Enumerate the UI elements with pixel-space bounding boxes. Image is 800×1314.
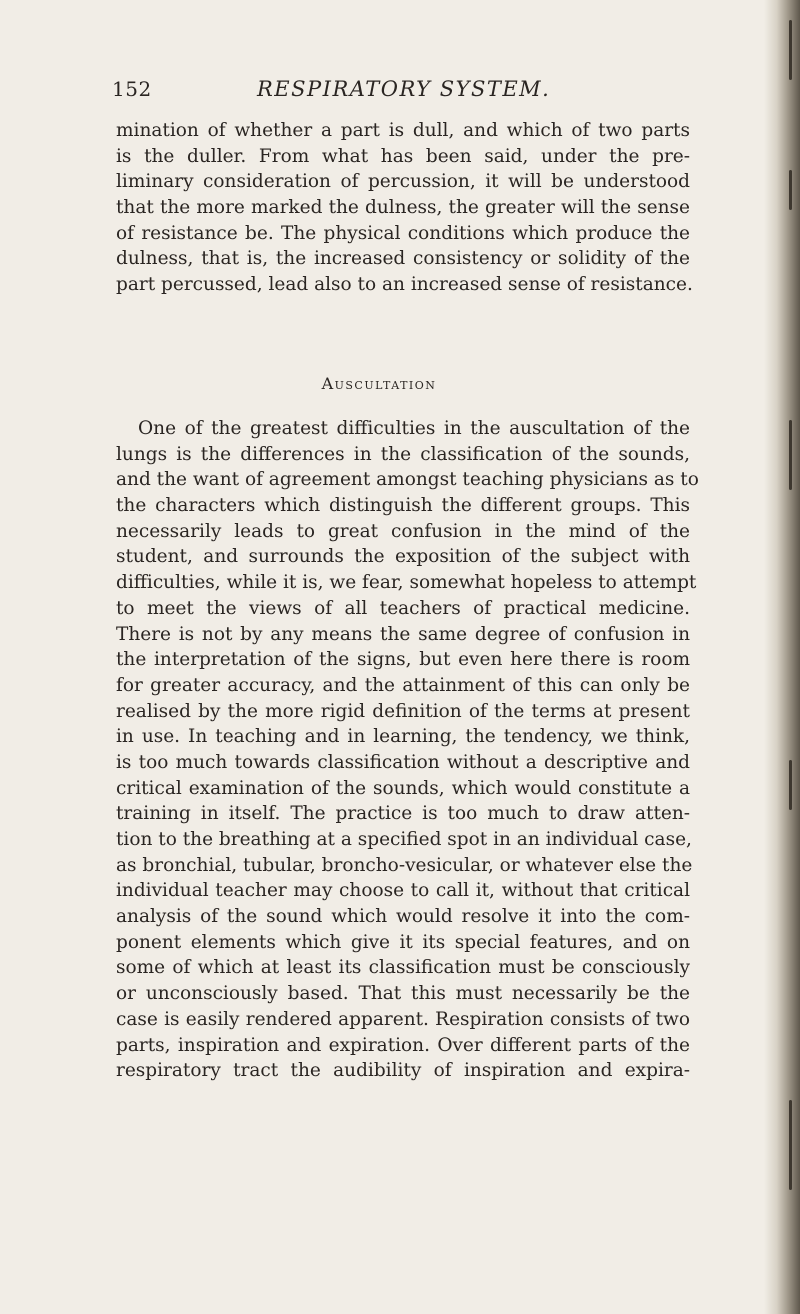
text-line: to meet the views of all teachers of practical medicine.: [116, 597, 690, 619]
scanned-page-edge: [764, 0, 800, 1314]
section-heading-text: Auscultation: [321, 374, 437, 393]
text-line: dulness, that is, the increased consistency or solidity of the: [116, 248, 690, 270]
running-head: RESPIRATORY SYSTEM.: [257, 77, 551, 101]
text-line: mination of whether a part is dull, and which of two parts: [116, 120, 690, 141]
text-line: case is easily rendered apparent. Respiration consists of two: [116, 1008, 690, 1030]
text-line: for greater accuracy, and the attainment of this can only be: [116, 674, 690, 696]
text-line: in use. In teaching and in learning, the tendency, we think,: [116, 726, 690, 748]
text-line: There is not by any means the same degree of confusion in: [116, 623, 690, 645]
text-line: analysis of the sound which would resolve it into the com-: [116, 906, 690, 928]
edge-mark: [789, 20, 792, 80]
text-line: student, and surrounds the exposition of the subject with: [116, 546, 690, 568]
text-line: some of which at least its classification must be consciously: [116, 957, 690, 979]
text-line: the characters which distinguish the different groups. This: [116, 495, 690, 517]
text-line: realised by the more rigid definition of the terms at present: [116, 700, 690, 722]
text-line: as bronchial, tubular, broncho-vesicular, or whatever else the: [116, 854, 693, 876]
text-line: is too much towards classification without a descriptive and: [116, 751, 690, 773]
edge-mark: [789, 1100, 792, 1190]
text-line: parts, inspiration and expiration. Over different parts of the: [116, 1034, 690, 1056]
text-line: and the want of agreement amongst teaching physicians as to: [116, 469, 699, 491]
text-line: critical examination of the sounds, which would constitute a: [116, 777, 690, 799]
text-line: of resistance be. The physical conditions which produce the: [116, 222, 690, 244]
text-line: ponent elements which give it its special features, and on: [116, 931, 690, 953]
paragraph-2: [116, 416, 699, 1084]
edge-mark: [789, 760, 792, 810]
text-line: respiratory tract the audibility of inspiration and expira-: [116, 1060, 690, 1082]
text-line: individual teacher may choose to call it, without that critical: [116, 880, 690, 902]
text-line: training in itself. The practice is too much to draw atten-: [116, 803, 690, 825]
page-header: [112, 77, 692, 107]
text-line: the interpretation of the signs, but even here there is room: [116, 649, 690, 671]
text-line: One of the greatest difficulties in the auscultation of the: [138, 418, 690, 439]
text-line: that the more marked the dulness, the greater will the sense: [116, 197, 690, 219]
section-heading: [0, 373, 800, 395]
text-line: tion to the breathing at a specified spot in an individual case,: [116, 829, 692, 850]
text-line: necessarily leads to great confusion in the mind of the: [116, 520, 690, 542]
page-number: 152: [112, 77, 152, 101]
edge-mark: [789, 170, 792, 210]
text-line: lungs is the differences in the classification of the sounds,: [116, 443, 690, 465]
text-line: liminary consideration of percussion, it will be understood: [116, 171, 690, 193]
text-line: part percussed, lead also to an increased sense of resistance.: [116, 274, 693, 296]
text-line: or unconsciously based. That this must necessarily be the: [116, 983, 690, 1005]
paragraph-1: [116, 118, 693, 298]
text-line: difficulties, while it is, we fear, somewhat hopeless to attempt: [116, 572, 697, 594]
edge-mark: [789, 420, 792, 490]
text-line: is the duller. From what has been said, under the pre-: [116, 145, 690, 167]
